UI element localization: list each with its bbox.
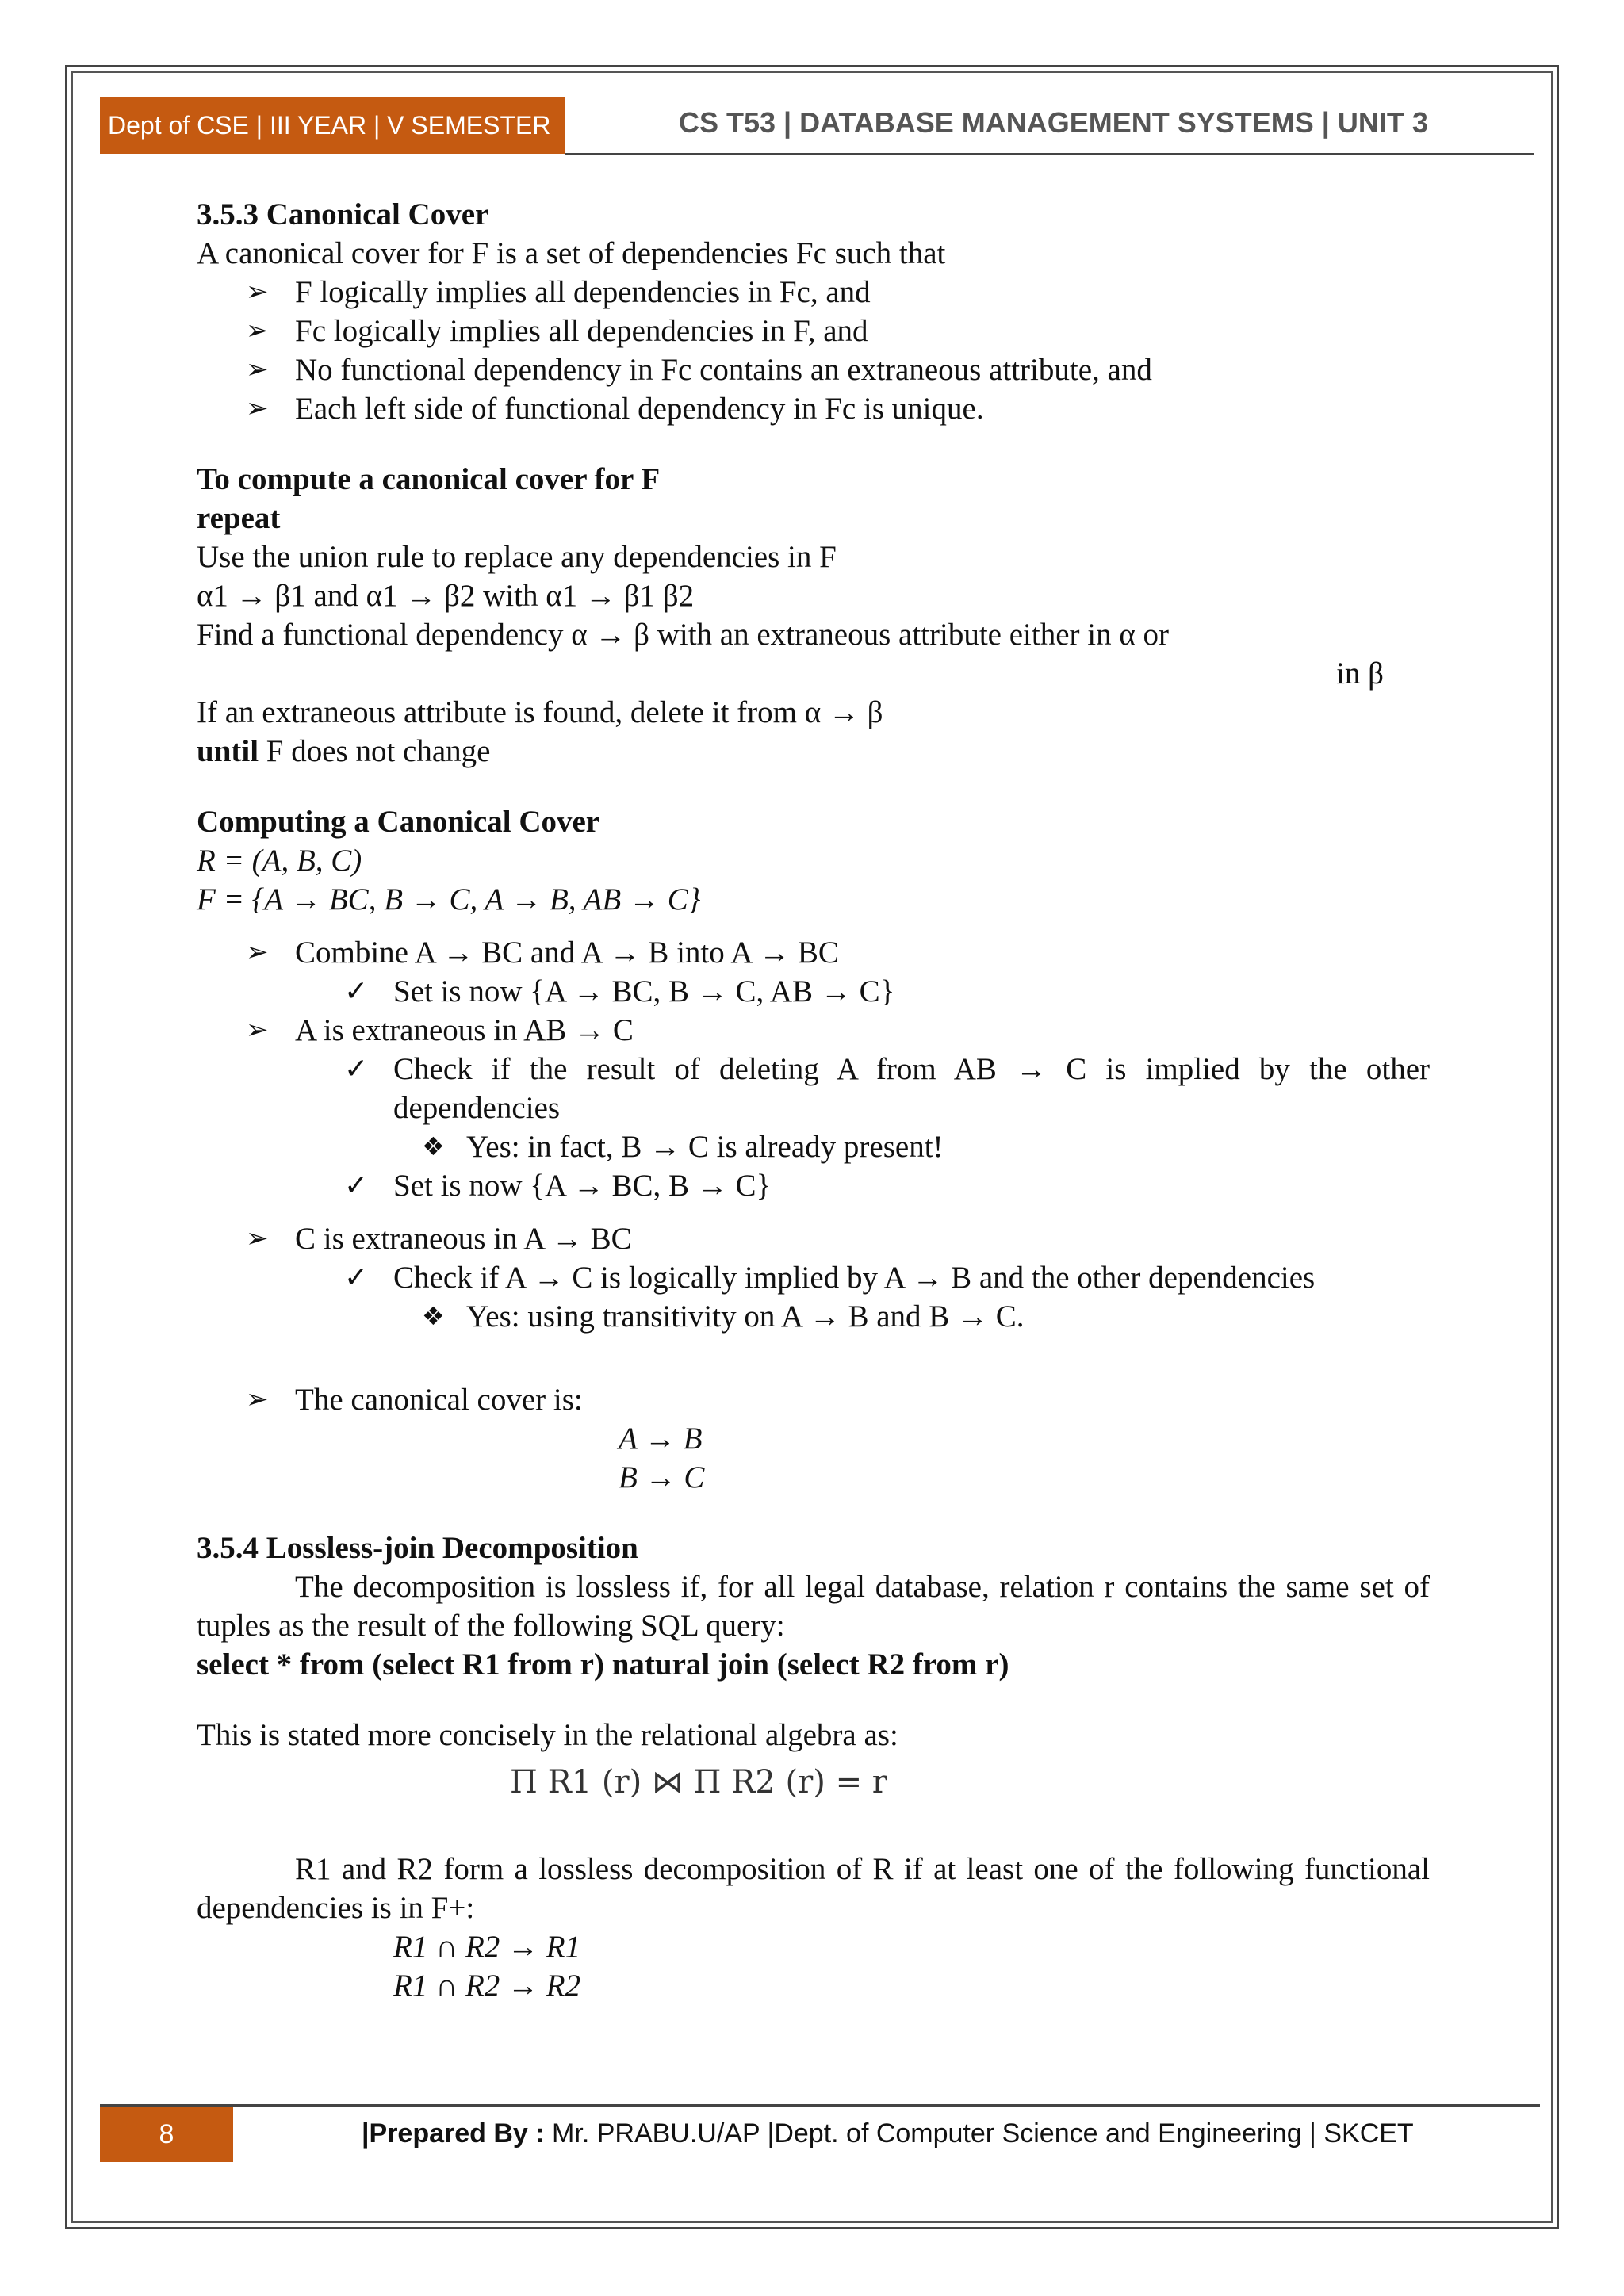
algorithm-title: To compute a canonical cover for F <box>197 462 661 496</box>
example-answer: ❖ Yes: in fact, B → C is already present! <box>197 1127 1430 1166</box>
relational-algebra-formula: Π R1 (r) ⋈ Π R2 (r) = r <box>510 1764 887 1800</box>
algorithm-union-formula: α1 → β1 and α1 → β2 with α1 → β1 β2 <box>197 579 695 613</box>
algorithm-repeat-keyword: repeat <box>197 501 281 535</box>
example-dependencies: F = {A → BC, B → C, A → B, AB → C} <box>197 882 701 916</box>
canonical-cover-definition: A canonical cover for F is a set of dependencies Fc such that <box>197 236 946 270</box>
algorithm-until-line <box>197 732 1430 771</box>
example-step: ➢ A is extraneous in AB → C <box>197 1011 1430 1050</box>
algorithm-step-union: Use the union rule to replace any dependencies in F <box>197 540 837 574</box>
lossless-join-paragraph: The decomposition is lossless if, for all legal database, relation r contains the same set of tuples as the result of the following SQL query: <box>197 1570 1430 1643</box>
example-step: ➢ The canonical cover is: <box>197 1380 1430 1419</box>
lossless-condition-fd: R1 ∩ R2 → R2 <box>393 1969 581 2003</box>
footer-prepared-text: Mr. PRABU.U/AP |Dept. of Computer Science and Engineering | SKCET <box>544 2118 1414 2149</box>
section-title-lossless-join: 3.5.4 Lossless-join Decomposition <box>197 1531 638 1565</box>
definition-bullet: ➢ F logically implies all dependencies in Fc, and <box>197 273 1430 312</box>
example-relation: R = (A, B, C) <box>197 844 362 878</box>
algorithm-step-find: Find a functional dependency α → β with an extraneous attribute either in α or <box>197 618 1170 652</box>
lossless-condition-fd: R1 ∩ R2 → R1 <box>393 1930 581 1964</box>
section-title-canonical-cover: 3.5.3 Canonical Cover <box>197 197 489 232</box>
algorithm-until-keyword: until <box>197 734 259 768</box>
example-check: ✓ Set is now {A → BC, B → C, AB → C} <box>197 972 1430 1011</box>
example-check: ✓ Check if the result of deleting A from AB → C is implied by the other dependencies <box>197 1050 1430 1127</box>
example-step: ➢ Combine A → BC and A → B into A → BC <box>197 933 1430 972</box>
algorithm-step-find-tail: in β <box>1336 656 1384 691</box>
algorithm-until-text: F does not change <box>259 734 491 768</box>
canonical-cover-result: B → C <box>619 1460 705 1494</box>
footer-credit <box>362 2118 1414 2149</box>
example-check: ✓ Check if A → C is logically implied by A → B and the other dependencies <box>197 1258 1430 1297</box>
relational-algebra-intro: This is stated more concisely in the relational algebra as: <box>197 1718 898 1752</box>
page-content <box>197 195 1430 2005</box>
definition-bullet: ➢ Each left side of functional dependency in Fc is unique. <box>197 389 1430 428</box>
definition-bullet: ➢ Fc logically implies all dependencies in F, and <box>197 312 1430 350</box>
footer-prepared-label: |Prepared By : <box>362 2118 545 2149</box>
definition-bullet: ➢ No functional dependency in Fc contains an extraneous attribute, and <box>197 350 1430 389</box>
header-rule <box>565 153 1534 155</box>
footer-rule <box>100 2104 1540 2107</box>
lossless-join-sql-query: select * from (select R1 from r) natural join (select R2 from r) <box>197 1647 1009 1682</box>
example-step: ➢ C is extraneous in A → BC <box>197 1219 1430 1258</box>
example-answer: ❖ Yes: using transitivity on A → B and B → C. <box>197 1297 1430 1336</box>
page-number: 8 <box>100 2107 233 2162</box>
lossless-condition-paragraph: R1 and R2 form a lossless decomposition of R if at least one of the following functional dependencies is in F+: <box>197 1852 1430 1925</box>
header-course-title: CS T53 | DATABASE MANAGEMENT SYSTEMS | UNIT 3 <box>679 106 1428 139</box>
canonical-cover-result: A → B <box>619 1422 703 1456</box>
example-check: ✓ Set is now {A → BC, B → C} <box>197 1166 1430 1205</box>
example-title: Computing a Canonical Cover <box>197 805 600 839</box>
algorithm-step-delete: If an extraneous attribute is found, delete it from α → β <box>197 695 883 729</box>
header-dept-label: Dept of CSE | III YEAR | V SEMESTER <box>100 97 565 154</box>
